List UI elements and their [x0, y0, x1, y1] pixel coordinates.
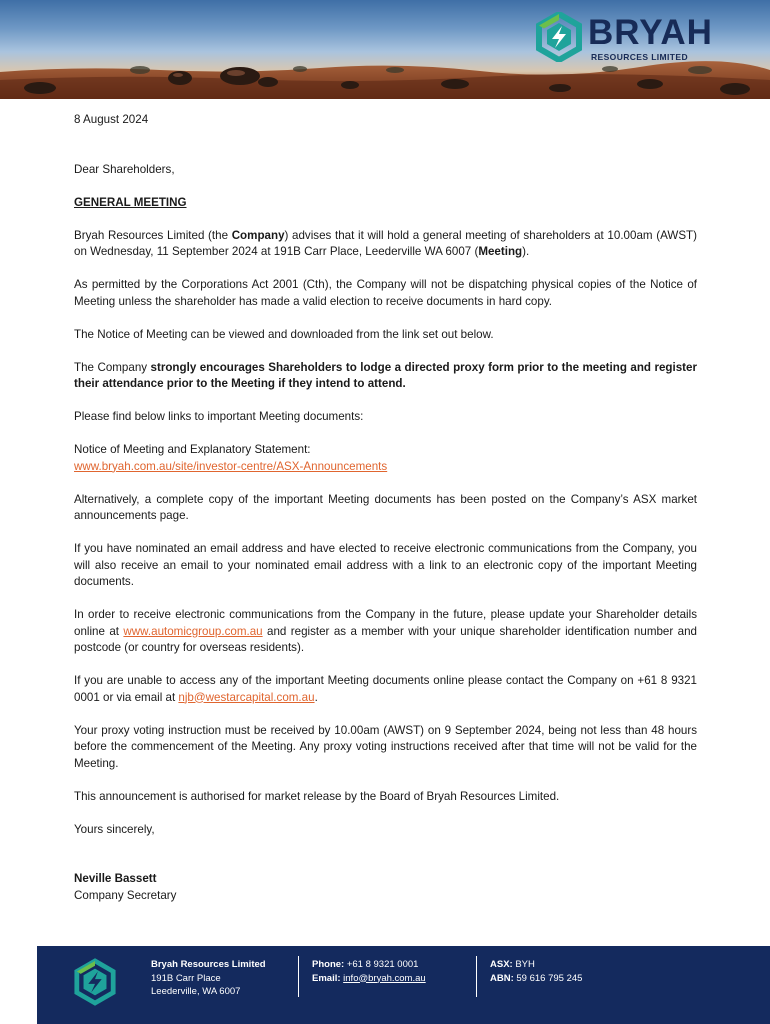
footer-divider [476, 956, 477, 997]
footer-email-link[interactable]: info@bryah.com.au [343, 972, 426, 984]
contact-email-link[interactable]: njb@westarcapital.com.au [178, 690, 315, 704]
footer [37, 946, 770, 1024]
signatory-title: Company Secretary [74, 888, 177, 902]
signatory-name: Neville Bassett [74, 872, 157, 885]
footer-divider [298, 956, 299, 997]
paragraph-meeting-notice: Bryah Resources Limited (the Company) advises that it will hold a general meeting of shareholders at 10.00am (AWST) on Wednesday, 11 September 2024 at 191B Carr Place, Leederville WA 6007 (Meeting). [74, 228, 697, 258]
paragraph-authorisation: This announcement is authorised for market release by the Board of Bryah Resources Limited. [74, 789, 560, 803]
paragraph-corporations-act: As permitted by the Corporations Act 2001 (Cth), the Company will not be dispatching physical copies of the Notice of Meeting unless the shareholder has made a valid election to receive documents in hard copy. [74, 278, 697, 308]
footer-abn: 59 616 795 245 [513, 972, 583, 984]
paragraph-email-nomination: If you have nominated an email address and have elected to receive electronic communications from the Company, you will also receive an email to your nominated email address with a link to an electronic copy of the important Meeting documents. [74, 542, 697, 588]
footer-registration: ASX: BYH ABN: 59 616 795 245 [490, 959, 583, 984]
paragraph-proxy-deadline: Your proxy voting instruction must be received by 10.00am (AWST) on 9 September 2024, being not less than 48 hours before the commencement of the Meeting. Any proxy voting instructions received after that time will not be valid for the Meeting. [74, 723, 697, 770]
paragraph-contact: If you are unable to access any of the important Meeting documents online please contact the Company on +61 8 9321 0001 or via email at njb@westarcapital.com.au. [74, 674, 697, 704]
closing: Yours sincerely, [74, 822, 155, 836]
footer-address-line1: 191B Carr Place [151, 972, 221, 984]
header-banner [0, 0, 770, 99]
paragraph-proxy-encouragement: The Company strongly encourages Shareholders to lodge a directed proxy form prior to the meeting and register their attendance prior to the Meeting if they intend to attend. [74, 360, 697, 390]
letter-date: 8 August 2024 [74, 113, 149, 126]
footer-contact: Phone: +61 8 9321 0001 Email: info@bryah.com.au [312, 959, 426, 984]
salutation: Dear Shareholders, [74, 162, 175, 176]
footer-address [151, 958, 266, 999]
footer-phone: +61 8 9321 0001 [344, 959, 419, 970]
footer-address-line2: Leederville, WA 6007 [151, 986, 241, 997]
automic-link[interactable]: www.automicgroup.com.au [123, 624, 263, 638]
letter-heading: GENERAL MEETING [74, 195, 187, 209]
letter-body [74, 112, 697, 921]
paragraph-notice-link-intro: The Notice of Meeting can be viewed and downloaded from the link set out below. [74, 327, 494, 341]
bryah-hexagon-icon [536, 12, 582, 62]
logo-subtitle: RESOURCES LIMITED [591, 52, 689, 62]
logo-wordmark: BRYAH [588, 13, 713, 52]
paragraph-electronic-comms: In order to receive electronic communications from the Company in the future, please update your Shareholder details online at www.automicgroup.com.au and register as a member with your unique shareholder identification number and postcode (or country for overseas residents). [74, 608, 697, 654]
footer-company-name: Bryah Resources Limited [151, 959, 266, 970]
paragraph-notice-of-meeting [74, 442, 697, 475]
footer-asx-code: BYH [512, 959, 535, 970]
announcements-link[interactable]: www.bryah.com.au/site/investor-centre/ASX-Announcements [74, 459, 388, 473]
bryah-hexagon-icon [73, 958, 117, 1006]
company-logo [536, 12, 713, 64]
paragraph-documents-intro: Please find below links to important Meeting documents: [74, 410, 364, 423]
notice-label: Notice of Meeting and Explanatory Statement: [74, 443, 311, 456]
paragraph-asx-copy: Alternatively, a complete copy of the important Meeting documents has been posted on the Company’s ASX market announcements page. [74, 492, 697, 522]
